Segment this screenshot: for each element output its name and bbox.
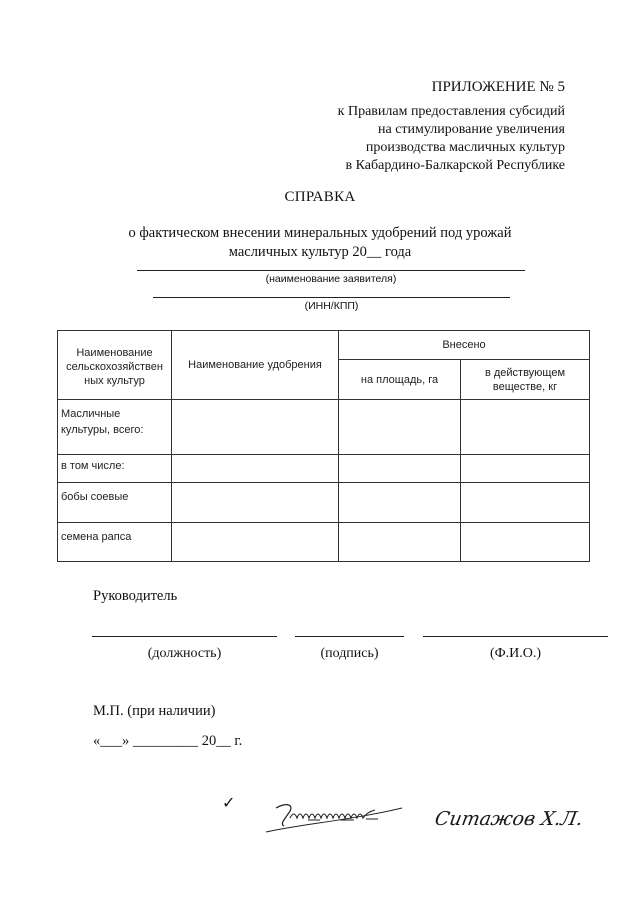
document-subtitle (0, 224, 640, 262)
table-cell (339, 400, 461, 455)
row-label: семена рапса (58, 523, 172, 562)
appendix-header (338, 78, 565, 175)
row-label: Масличные культуры, всего: (58, 400, 172, 455)
handwritten-name: Ситажов Х.Л. (433, 808, 585, 830)
applicant-caption: (наименование заявителя) (265, 273, 397, 285)
table-row (58, 523, 590, 562)
table-row (58, 483, 590, 523)
stamp-label: М.П. (при наличии) (93, 703, 216, 719)
header-crop: Наименование сельскохозяйствен ных культур (58, 331, 172, 400)
table-cell (461, 455, 590, 483)
table-cell (172, 483, 339, 523)
table-cell (172, 400, 339, 455)
document-title: СПРАВКА (284, 189, 356, 205)
position-line (92, 636, 277, 637)
header-area: на площадь, га (339, 360, 461, 400)
table-cell (461, 483, 590, 523)
appendix-title: ПРИЛОЖЕНИЕ № 5 (431, 79, 565, 95)
applicant-line (137, 270, 525, 271)
sign-caption: (подпись) (320, 646, 379, 661)
table-cell (461, 400, 590, 455)
header-substance: в действующем веществе, кг (461, 360, 590, 400)
table-cell (461, 523, 590, 562)
position-caption: (должность) (147, 646, 222, 661)
table-row (58, 455, 590, 483)
appendix-line: в Кабардино-Балкарской Республике (345, 158, 565, 173)
table-cell (339, 483, 461, 523)
table-cell (339, 523, 461, 562)
appendix-line: производства масличных культур (365, 140, 565, 155)
header-applied: Внесено (339, 331, 590, 360)
table-row (58, 400, 590, 455)
handwritten-signature (262, 798, 432, 840)
subtitle-line: о фактическом внесении минеральных удобрений под урожай (128, 225, 512, 241)
sign-line (295, 636, 404, 637)
name-line (423, 636, 608, 637)
name-caption: (Ф.И.О.) (489, 646, 542, 661)
table-cell (172, 523, 339, 562)
row-label: в том числе: (58, 455, 172, 483)
table-cell (172, 455, 339, 483)
inn-line (153, 297, 510, 298)
fertilizer-table (57, 330, 590, 562)
head-label: Руководитель (93, 588, 178, 604)
inn-caption: (ИНН/КПП) (304, 300, 359, 312)
date-line: «___» _________ 20__ г. (93, 733, 243, 749)
appendix-line: к Правилам предоставления субсидий (337, 104, 565, 119)
subtitle-line: масличных культур 20__ года (228, 244, 412, 260)
checkmark: ✓ (222, 793, 236, 812)
row-label: бобы соевые (58, 483, 172, 523)
appendix-line: на стимулирование увеличения (378, 122, 565, 137)
table-cell (339, 455, 461, 483)
header-fertilizer: Наименование удобрения (172, 331, 339, 400)
